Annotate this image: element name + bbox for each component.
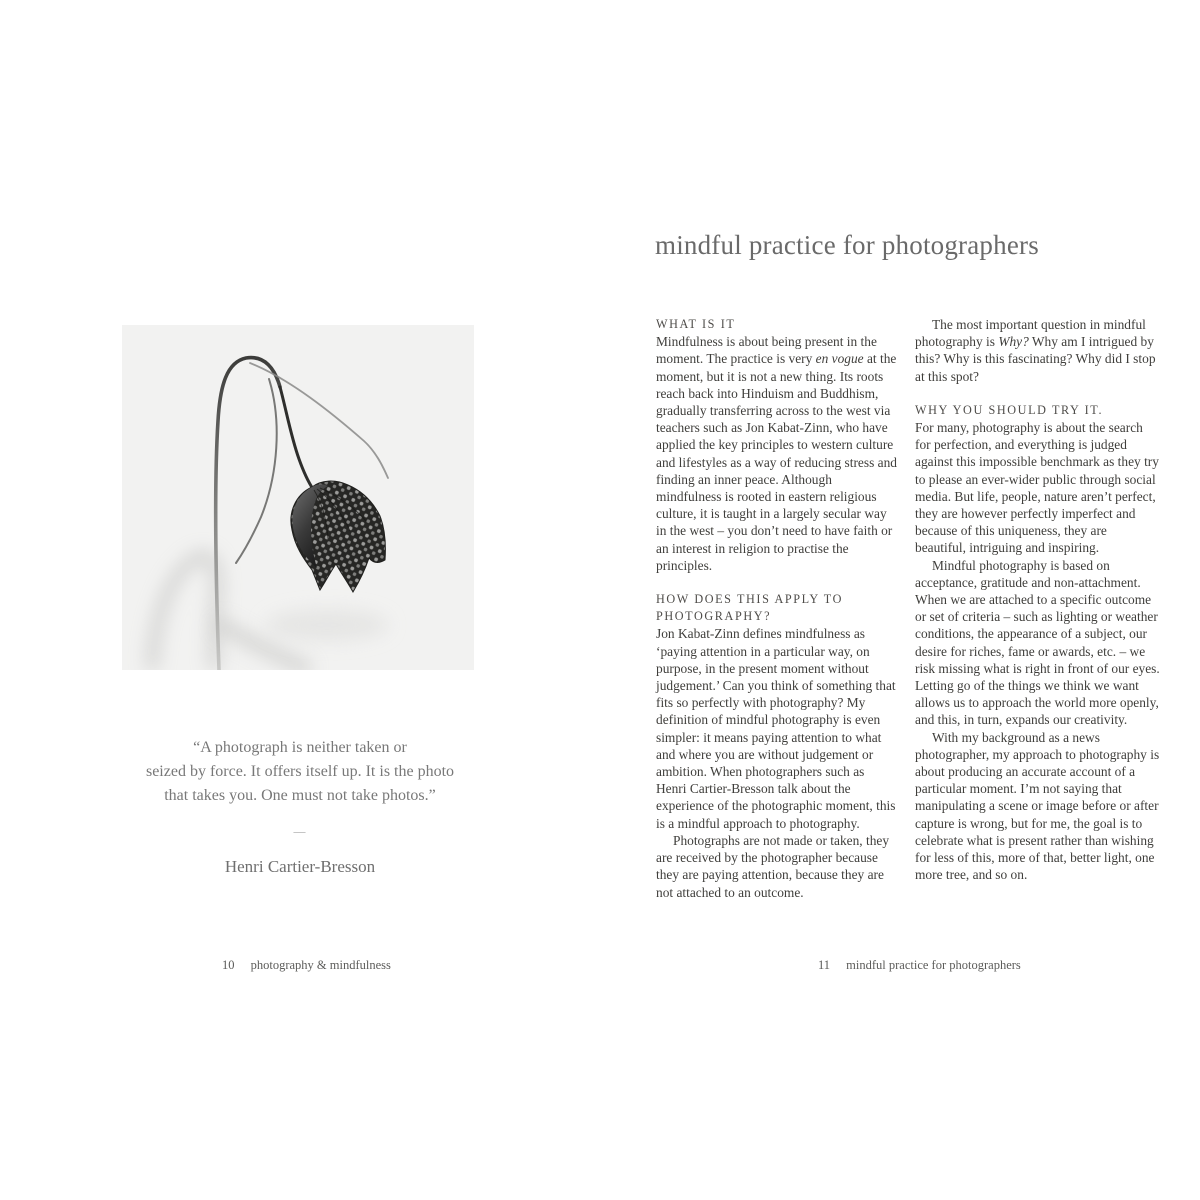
left-page-footer — [222, 958, 391, 973]
quote-line: that takes you. One must not take photos.” — [164, 787, 436, 804]
body-paragraph: Mindfulness is about being present in the moment. The practice is very en vogue at the moment, but it is not a new thing. Its roots reach back into Hinduism and Buddhism, gradually transferring across to the west via teachers such as Jon Kabat-Zinn, who have applied the key principles to western culture and lifestyles as a way of reducing stress and finding an inner peace. Although mindfulness is rooted in eastern religious culture, it is taught in a largely secular way in the west – you don’t need to have faith or an interest in religion to practise the principles. — [656, 334, 897, 573]
quote-line: “A photograph is neither taken or — [193, 739, 407, 756]
body-paragraph: With my background as a news photographer, my approach to photography is about producing an accurate account of a particular moment. I’m not saying that manipulating a scene or image before or after capture is wrong, but for me, the goal is to celebrate what is present rather than wishing for less of this, more of that, better light, one more tree, and so on. — [915, 729, 1160, 883]
page-number: 11 — [818, 958, 831, 972]
body-paragraph: For many, photography is about the search for perfection, and everything is judged against this impossible benchmark as they try to please an ever-wider public through social media. But life, people, nature aren’t perfect, they are however perfectly imperfect and because of this uniqueness, they are beautiful, intriguing and inspiring. — [915, 420, 1159, 556]
section-why-you-should-try-it — [915, 402, 1160, 884]
quote-line: seized by force. It offers itself up. It is the photo — [145, 763, 455, 780]
section-heading: WHAT IS IT — [656, 317, 736, 331]
text-column-left — [656, 316, 897, 901]
section-heading: HOW DOES THIS APPLY TO PHOTOGRAPHY? — [656, 592, 844, 624]
page-number: 10 — [222, 958, 235, 972]
fritillary-photo — [122, 325, 474, 670]
section-heading: WHY YOU SHOULD TRY IT. — [915, 402, 1104, 417]
body-paragraph: Photographs are not made or taken, they are received by the photographer because they are paying attention, because they are not attached to an outcome. — [656, 832, 890, 900]
right-page-footer — [818, 958, 1021, 973]
flower-illustration — [122, 325, 474, 670]
section-continuation — [915, 316, 1160, 385]
body-paragraph: Mindful photography is based on acceptance, gratitude and non-attachment. When we are attached to a specific outcome or set of criteria – such as lighting or weather conditions, the appearance of a subject, our desire for riches, fame or awards, etc. – we risk missing what is right in front of our eyes. Letting go of the things we think we want allows us to approach the world more openly, and this, in turn, expands our creativity. — [915, 557, 1160, 728]
quote-attribution: Henri Cartier-Bresson — [224, 857, 376, 876]
section-what-is-it — [656, 316, 897, 574]
running-title: mindful practice for photographers — [846, 958, 1021, 972]
running-title: photography & mindfulness — [250, 958, 391, 972]
quote-separator: — — [293, 824, 307, 838]
body-paragraph: Jon Kabat-Zinn defines mindfulness as ‘paying attention in a particular way, on purpose, in the present moment without judgement.’ Can you think of something that fits so perfectly with photography? My definition of mindful photography is even simpler: it means paying attention to what and where you are without judgement or ambition. When photographers such as Henri Cartier-Bresson talk about the experience of the photographic moment, this is a mindful approach to photography. — [656, 626, 896, 831]
chapter-title: mindful practice for photographers — [655, 230, 1039, 260]
section-how-does-this-apply — [656, 591, 897, 901]
text-column-right — [915, 316, 1160, 884]
body-paragraph: The most important question in mindful photography is Why? Why am I intrigued by this? Why is this fascinating? Why did I stop at this spot? — [915, 317, 1156, 384]
quote-block — [80, 736, 520, 879]
